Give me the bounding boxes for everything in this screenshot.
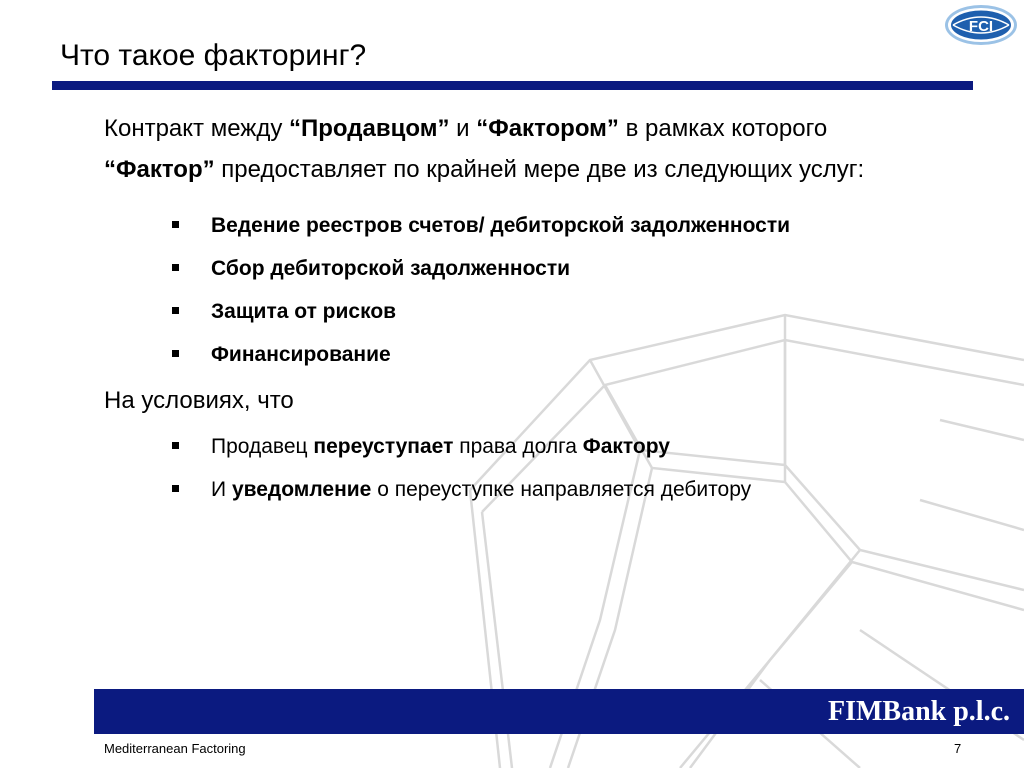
brand-name: FIMBank p.l.c. — [827, 696, 1010, 727]
condition-text: о переуступке направляется дебитору — [371, 478, 752, 501]
footer-caption: Mediterranean Factoring — [104, 741, 246, 756]
bullet-square-icon — [172, 485, 179, 492]
list-item — [104, 468, 964, 511]
fci-logo — [943, 3, 1019, 47]
title-rule — [52, 81, 973, 90]
condition-text: Фактору — [582, 435, 670, 458]
list-item — [104, 247, 964, 290]
intro-factor: “Фактором” — [476, 115, 619, 142]
condition-text: уведомление — [231, 478, 372, 501]
condition-text: И — [211, 478, 232, 501]
condition-text: Продавец — [211, 435, 314, 458]
intro-text: предоставляет по крайней мере две из следующих услуг: — [214, 156, 865, 183]
intro-text: и — [449, 115, 477, 142]
bullet-square-icon — [172, 350, 179, 357]
footer-bar — [94, 689, 1024, 734]
service-label: Ведение реестров счетов/ дебиторской задолженности — [211, 214, 791, 237]
bullet-square-icon — [172, 264, 179, 271]
page-number: 7 — [954, 741, 962, 756]
bullet-square-icon — [172, 442, 179, 449]
intro-text: в рамках которого — [618, 115, 828, 142]
list-item — [104, 290, 964, 333]
conditions-heading: На условиях, что — [104, 387, 294, 414]
service-label: Защита от рисков — [211, 300, 397, 323]
intro-factor-term: “Фактор” — [104, 156, 215, 183]
service-label: Финансирование — [211, 343, 391, 366]
list-item — [104, 333, 964, 376]
service-label: Сбор дебиторской задолженности — [211, 257, 571, 280]
intro-seller: “Продавцом” — [289, 115, 450, 142]
list-item — [104, 204, 964, 247]
intro-paragraph — [104, 108, 904, 190]
bullet-square-icon — [172, 221, 179, 228]
slide-body — [104, 108, 964, 511]
condition-text: переуступает — [313, 435, 454, 458]
intro-text: Контракт между — [104, 115, 290, 142]
conditions-list — [104, 425, 964, 511]
services-list — [104, 204, 964, 376]
condition-text: права долга — [453, 435, 583, 458]
list-item — [104, 425, 964, 468]
fci-logo-text: FCI — [968, 18, 994, 35]
bullet-square-icon — [172, 307, 179, 314]
slide-title: Что такое факторинг? — [60, 39, 367, 72]
